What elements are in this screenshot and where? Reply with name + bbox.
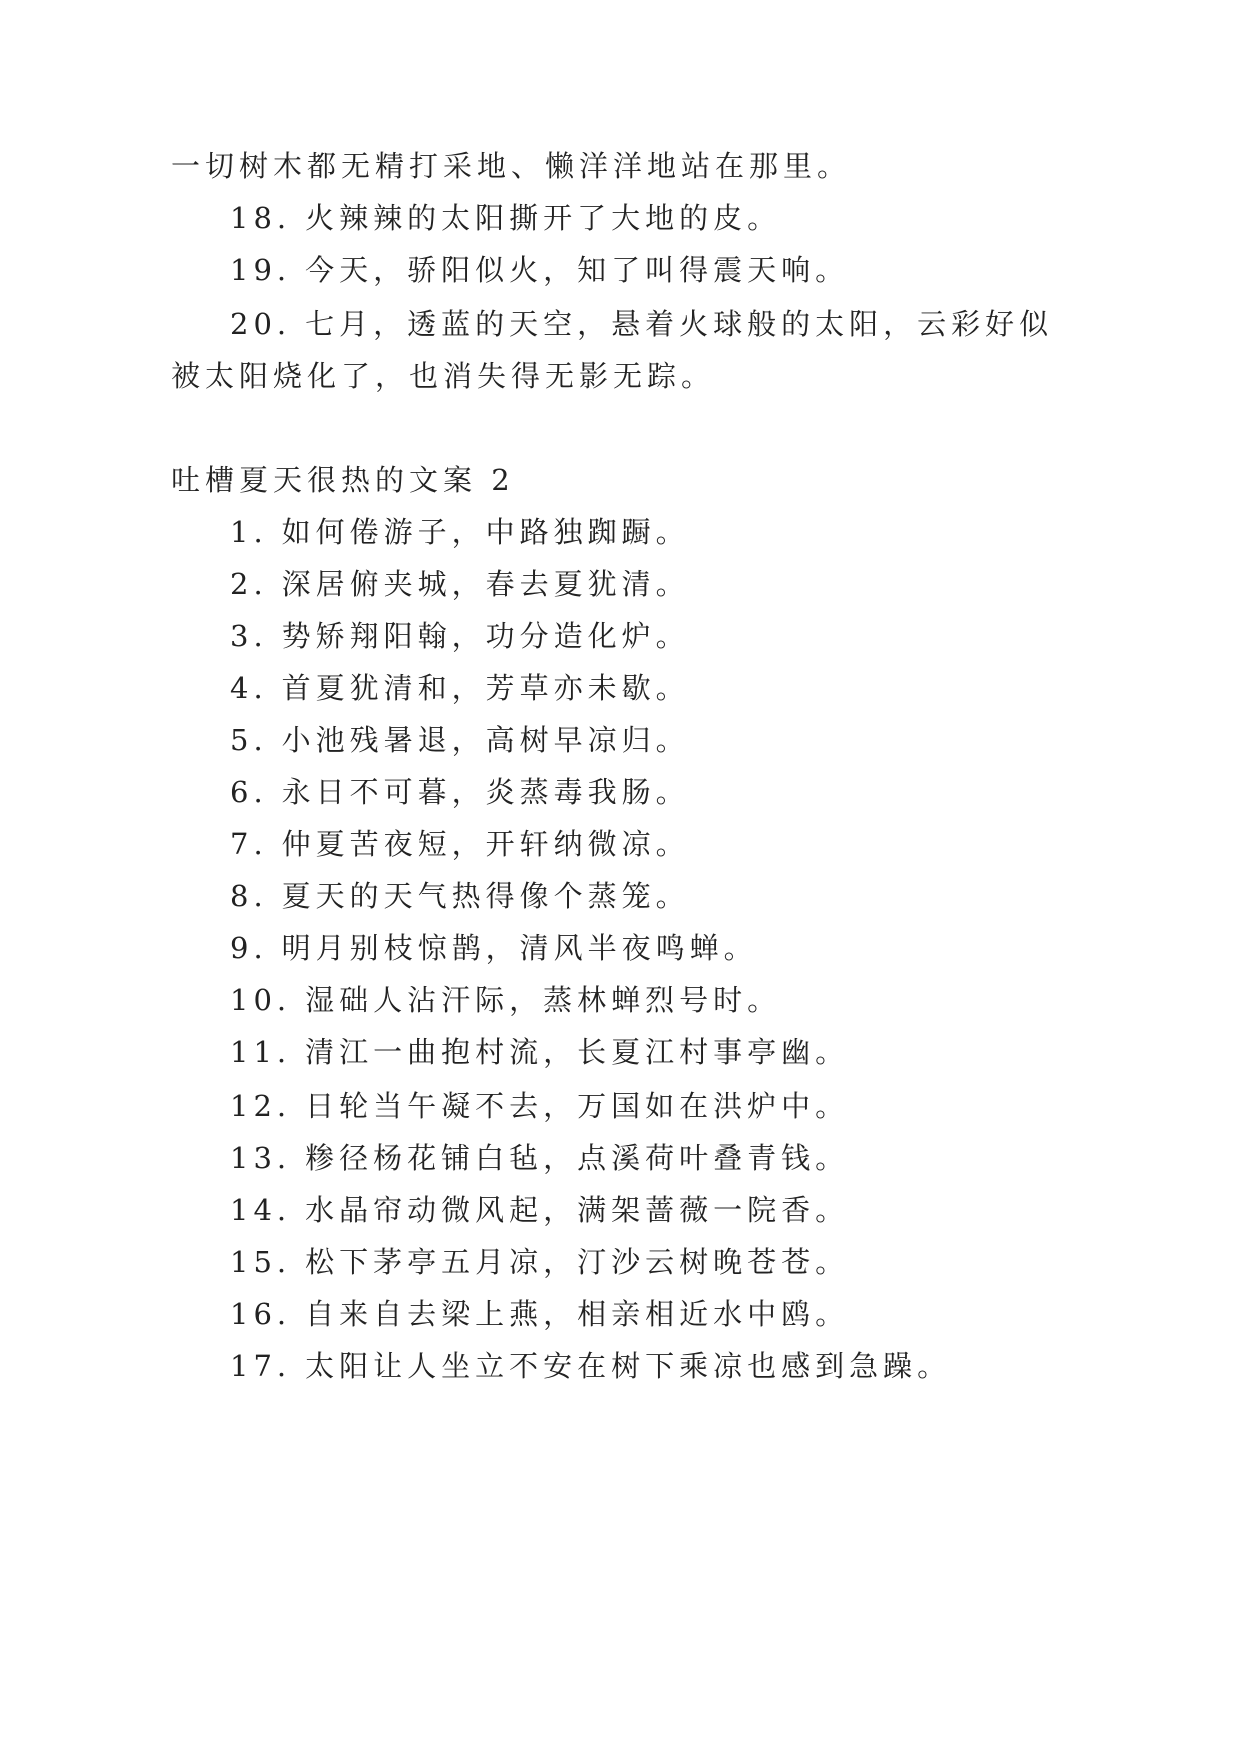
- item-number: 4.: [230, 671, 268, 705]
- item-number: 6.: [230, 775, 268, 809]
- item-text: 火辣辣的太阳撕开了大地的皮。: [305, 201, 782, 235]
- list-item: [230, 930, 758, 966]
- list-item: [230, 1296, 849, 1332]
- list-item: [230, 982, 781, 1018]
- item-text: 七月，透蓝的天空，悬着火球般的太阳，云彩好似: [305, 307, 1054, 341]
- item-number: 8.: [230, 879, 268, 913]
- item-text: 太阳让人坐立不安在树下乘凉也感到急躁。: [305, 1349, 952, 1383]
- list-item: [230, 1140, 849, 1176]
- list-item: [230, 200, 781, 236]
- item-text: 势矫翔阳翰，功分造化炉。: [281, 619, 690, 653]
- item-number: 12.: [230, 1089, 292, 1123]
- list-item: [230, 878, 690, 914]
- item-number: 17.: [230, 1349, 292, 1383]
- list-item: [230, 306, 1053, 342]
- paragraph-continuation: [171, 148, 851, 184]
- item-text: 如何倦游子，中路独踟蹰。: [281, 515, 690, 549]
- list-item: [230, 670, 690, 706]
- section-heading: [171, 462, 515, 498]
- item-number: 5.: [230, 723, 268, 757]
- item-number: 9.: [230, 931, 268, 965]
- item-number: 20.: [230, 307, 292, 341]
- list-item: [230, 826, 690, 862]
- item-number: 13.: [230, 1141, 292, 1175]
- list-item: [230, 1192, 849, 1228]
- item-number: 2.: [230, 567, 268, 601]
- list-item: [230, 774, 690, 810]
- item-text: 深居俯夹城，春去夏犹清。: [281, 567, 690, 601]
- item-text: 湿础人沾汗际，蒸林蝉烈号时。: [305, 983, 782, 1017]
- list-item: [230, 252, 849, 288]
- item-number: 16.: [230, 1297, 292, 1331]
- item-text: 糁径杨花铺白毡，点溪荷叶叠青钱。: [305, 1141, 850, 1175]
- item-text: 夏天的天气热得像个蒸笼。: [281, 879, 690, 913]
- item-text: 仲夏苦夜短，开轩纳微凉。: [281, 827, 690, 861]
- item-text: 自来自去梁上燕，相亲相近水中鸥。: [305, 1297, 850, 1331]
- item-text: 清江一曲抱村流，长夏江村事亭幽。: [305, 1035, 850, 1069]
- item-text: 明月别枝惊鹊，清风半夜鸣蝉。: [281, 931, 758, 965]
- item-number: 15.: [230, 1245, 292, 1279]
- heading-text: 吐槽夏天很热的文案 2: [171, 463, 515, 497]
- item-number: 11.: [230, 1035, 292, 1069]
- list-item: [230, 722, 690, 758]
- paragraph-continuation: [171, 358, 715, 394]
- item-text: 永日不可暮，炎蒸毒我肠。: [281, 775, 690, 809]
- item-number: 19.: [230, 253, 292, 287]
- list-item: [230, 1034, 849, 1070]
- item-number: 18.: [230, 201, 292, 235]
- item-number: 14.: [230, 1193, 292, 1227]
- list-item: [230, 1244, 849, 1280]
- list-item: [230, 514, 690, 550]
- item-text: 水晶帘动微风起，满架蔷薇一院香。: [305, 1193, 850, 1227]
- item-text: 松下茅亭五月凉，汀沙云树晚苍苍。: [305, 1245, 850, 1279]
- paragraph-text: 被太阳烧化了，也消失得无影无踪。: [171, 359, 716, 393]
- list-item: [230, 1088, 849, 1124]
- item-text: 今天，骄阳似火，知了叫得震天响。: [305, 253, 850, 287]
- item-text: 日轮当午凝不去，万国如在洪炉中。: [305, 1089, 850, 1123]
- list-item: [230, 1348, 951, 1384]
- list-item: [230, 618, 690, 654]
- item-number: 10.: [230, 983, 292, 1017]
- item-number: 1.: [230, 515, 268, 549]
- list-item: [230, 566, 690, 602]
- item-text: 首夏犹清和，芳草亦未歇。: [281, 671, 690, 705]
- item-text: 小池残暑退，高树早凉归。: [281, 723, 690, 757]
- item-number: 3.: [230, 619, 268, 653]
- paragraph-text: 一切树木都无精打采地、懒洋洋地站在那里。: [171, 149, 852, 183]
- item-number: 7.: [230, 827, 268, 861]
